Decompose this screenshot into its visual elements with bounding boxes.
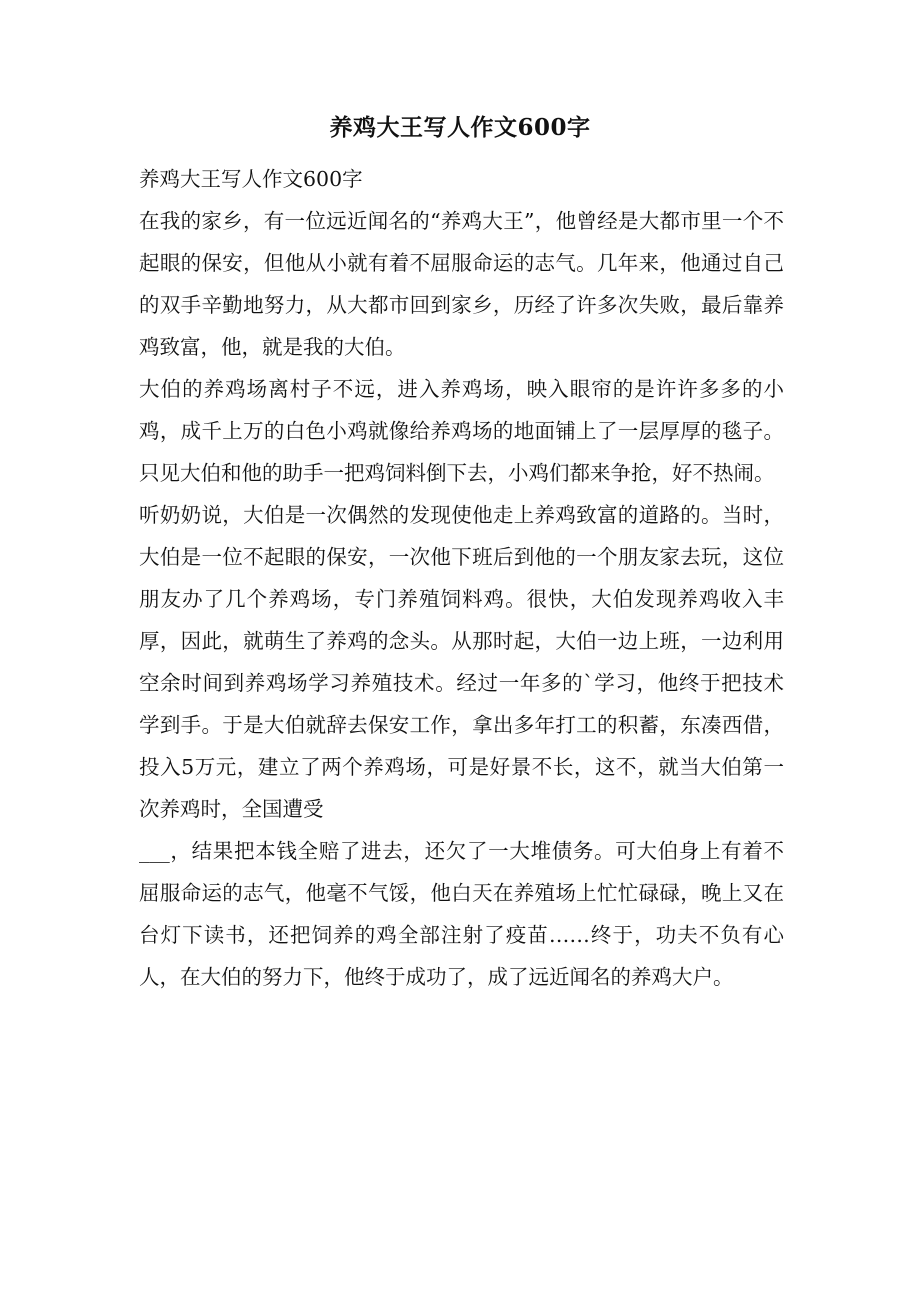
document-title: 养鸡大王写人作文600字 <box>329 114 591 141</box>
paragraph-4: ___，结果把本钱全赔了进去，还欠了一大堆债务。可大伯身上有着不屈服命运的志气，他毫不气馁，他白天在养殖场上忙忙碌碌，晚上又在台灯下读书，还把饲养的鸡全部注射了疫苗……终于，功夫不负有心人，在大伯的努力下，他终于成功了，成了远近闻名的养鸡大户。 <box>139 839 784 989</box>
paragraph-3: 听奶奶说，大伯是一次偶然的发现使他走上养鸡致富的道路的。当时，大伯是一位不起眼的保安，一次他下班后到他的一个朋友家去玩，这位朋友办了几个养鸡场，专门养殖饲料鸡。很快，大伯发现养鸡收入丰厚，因此，就萌生了养鸡的念头。从那时起，大伯一边上班，一边利用空余时间到养鸡场学习养殖技术。经过一年多的`学习，他终于把技术学到手。于是大伯就辞去保安工作，拿出多年打工的积蓄，东凑西借，投入5万元，建立了两个养鸡场，可是好景不长，这不，就当大伯第一次养鸡时，全国遭受 <box>139 503 784 821</box>
document-subtitle: 养鸡大王写人作文600字 <box>139 167 363 191</box>
document-body <box>139 158 784 998</box>
paragraph-1: 在我的家乡，有一位远近闻名的“养鸡大王”，他曾经是大都市里一个不起眼的保安，但他从小就有着不屈服命运的志气。几年来，他通过自己的双手辛勤地努力，从大都市回到家乡，历经了许多次失败，最后靠养鸡致富，他，就是我的大伯。 <box>139 209 784 359</box>
paragraph-2: 大伯的养鸡场离村子不远，进入养鸡场，映入眼帘的是许许多多的小鸡，成千上万的白色小鸡就像给养鸡场的地面铺上了一层厚厚的毯子。只见大伯和他的助手一把鸡饲料倒下去，小鸡们都来争抢，好不热闹。 <box>139 377 784 485</box>
